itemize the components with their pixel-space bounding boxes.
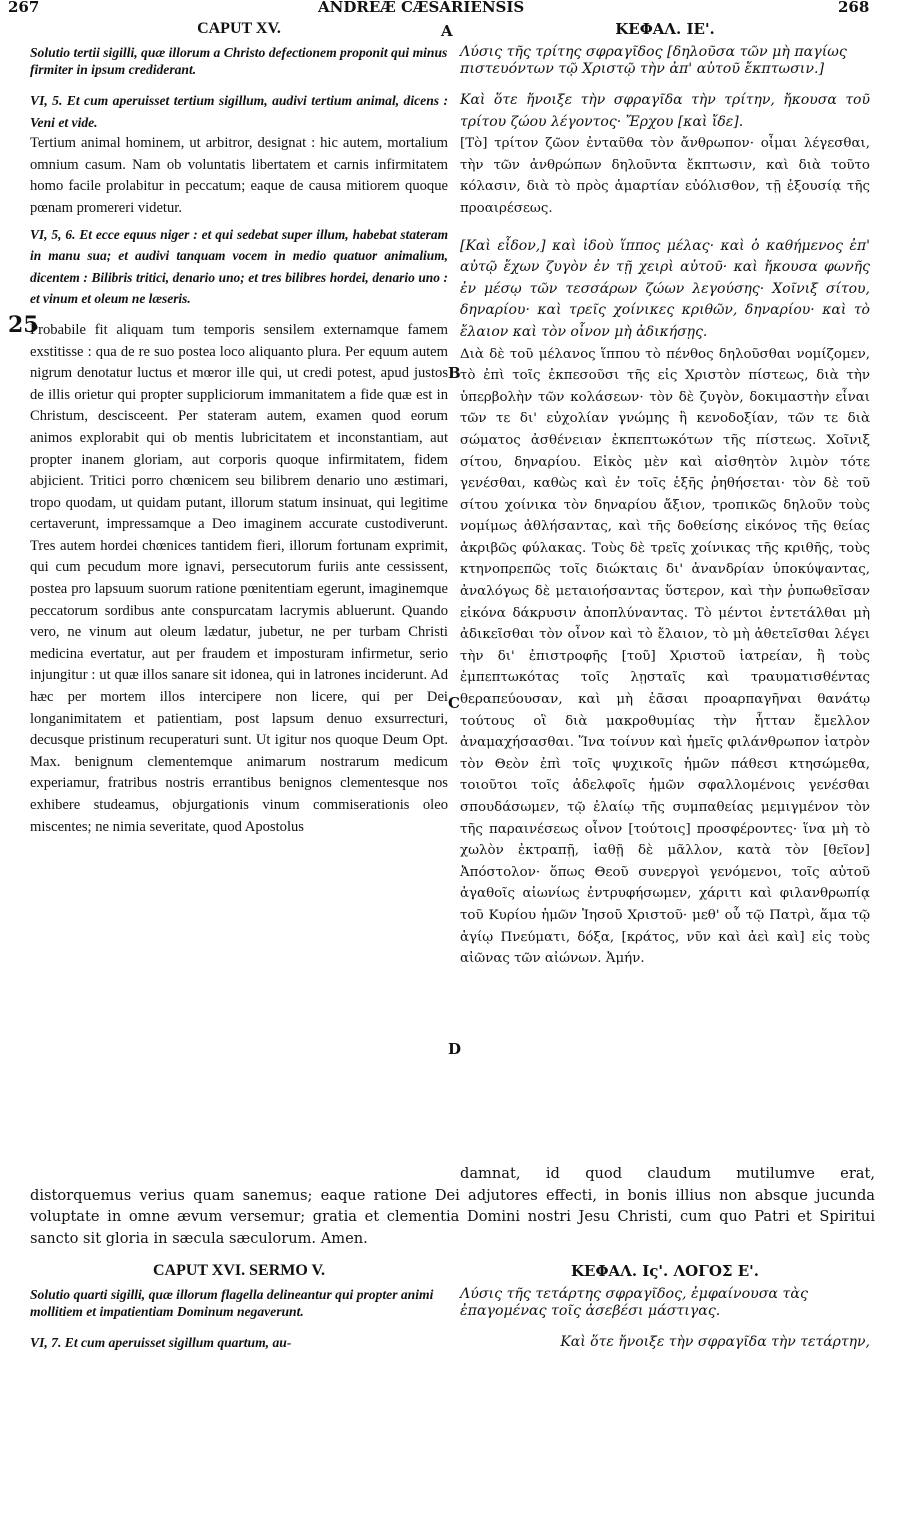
latin-chapter-16-summary: Solutio quarti sigilli, quæ illorum flagella delineantur qui propter animi mollitiem et impatientiam Dominum negaverunt. <box>30 1287 434 1319</box>
greek-verse-6-5: Καὶ ὅτε ἤνοιξε τὴν σφραγῖδα τὴν τρίτην, ἤκουσα τοῦ τρίτου ζώου λέγοντος· Ἔρχου [καὶ ἴδε]. <box>460 92 870 130</box>
latin-chapter-heading: CAPUT XV. <box>197 20 281 37</box>
greek-chapter-16-summary: Λύσις τῆς τετάρτης σφραγῖδος, ἐμφαίνουσα τὰς ἐπαγομένας τοῖς ἀσεβέσι μάστιγας. <box>460 1286 808 1319</box>
greek-chapter-heading: ΚΕΦΑΛ. ΙΕ'. <box>615 20 715 38</box>
greek-commentary-1: [Τὸ] τρίτον ζῶον ἐνταῦθα τὸν ἄνθρωπον· οἶμαι λέγεσθαι, τὴν τῶν ἀνθρώπων δηλοῦντα ἔκπτωσιν, καὶ διὰ τοῦτο κόλασιν, διὰ τὸ πρὸς ἁμαρτίαν εὐόλισθον, τῇ ἐξουσίᾳ τῆς προαιρέσεως. <box>460 136 870 216</box>
latin-verse-6-5: VI, 5. Et cum aperuisset tertium sigillum, audivi tertium animal, dicens : Veni et vide. <box>30 93 448 130</box>
latin-commentary-2: Probabile fit aliquam tum temporis sensilem externamque famem exstitisse : qua de re suo postea loco aliquanto plura. Per equum autem nigrum denotatur luctus et mœror ille qui, ut credi potest, apud justos de illis orietur qui propter suppliciorum immanitatem a fide quæ est in Christum, descisceent. Per stateram autem, examen quod eorum animos explorabit qui ob mentis lubricitatem et inconstantiam, aut propter inanem gloriam, aut corporis quoque infirmitatem, fidem abjicient. Tritici porro chœnicem seu bilibrem denario uno æstimari, tropo quodam, ut quidam putant, illorum statum insinuat, qui legitime certaverunt, impressamque a Deo imaginem accurate custodiverunt. Tres autem hordei chœnices tantidem fieri, illorum fortunam exprimit, qui cum pecudum more ignavi, persecutorum furiis ante cessissent, postea pro lapsuum suorum ratione pœnitentiam egerunt, imaginemque peccatorum sordibus ante conspurcatam lacrymis abluerunt. Quando vero, ne vinum aut oleum lædatur, jubetur, ne per turbam Christi medicina evertatur, aut per fraudem et imposturam infirmetur, serio injungitur : ut quæ illos sanare sit idonea, qui in latrones inciderunt. Ad hæc per mortem illos intercipere non licere, qui per Dei longanimitatem et patientiam, post lapsum denuo exsurrecturi, decusque pristinum recuperaturi sunt. Ut igitur nos quoque Deum Opt. Max. benignum clementemque animarum nostrarum medicum experiamur, fratribus nostris errantibus benignos clementesque nos exhibere studeamus, objurgationis vinum commiserationis oleo miscentes; ne nimia severitate, quod Apostolus <box>30 321 448 835</box>
greek-verse-6-5-6: [Καὶ εἶδον,] καὶ ἰδοὺ ἵππος μέλας· καὶ ὁ καθήμενος ἐπ' αὐτῷ ἔχων ζυγὸν ἐν τῇ χειρὶ αὐτοῦ· καὶ ἤκουσα φωνῆς ἐν μέσῳ τῶν τεσσάρων ζώων λεγούσης· Χοῖνιξ σίτου, δηναρίου· καὶ τρεῖς χοίνικες κριθῶν, δηναρίου· καὶ τὸ ἔλαιον καὶ τὸν οἶνον μὴ ἀδικήσῃς. <box>460 237 870 340</box>
margin-letter-b: B <box>448 364 461 382</box>
margin-letter-c: C <box>448 694 460 712</box>
latin-verse-6-7: VI, 7. Et cum aperuisset sigillum quartum, au- <box>30 1335 292 1350</box>
greek-verse-6-7: Καὶ ὅτε ἤνοιξε τὴν σφραγῖδα τὴν τετάρτην, <box>560 1334 870 1350</box>
header-title: ANDREÆ CÆSARIENSIS <box>318 0 525 16</box>
margin-number-25: 25 <box>8 312 39 338</box>
greek-chapter-16-heading: ΚΕΦΑΛ. Ις'. ΛΟΓΟΣ Ε'. <box>571 1262 759 1280</box>
greek-chapter-16 <box>460 1262 870 1354</box>
latin-chapter-16-heading: CAPUT XVI. SERMO V. <box>152 1262 326 1279</box>
greek-column <box>460 20 870 970</box>
latin-chapter-summary: Solutio tertii sigilli, quæ illorum a Christo defectionem proponit qui minus firmiter in ipsum crediderant. <box>30 45 448 77</box>
right-page-number: 268 <box>838 0 870 16</box>
latin-chapter-16 <box>30 1262 448 1354</box>
latin-tail-fullwidth <box>30 1163 875 1249</box>
latin-column <box>30 20 448 838</box>
margin-letter-a: A <box>441 22 453 40</box>
greek-commentary-2: Διὰ δὲ τοῦ μέλανος ἵππου τὸ πένθος δηλοῦσθαι νομίζομεν, τὸ ἐπὶ τοῖς ἐκπεσοῦσι τῆς εἰς Χριστὸν πίστεως, διὰ τὴν ὑπερβολὴν τῶν κολάσεων· τὸν δὲ ζυγὸν, δοκιμαστὴν εἶναι τῶν τε δι' εὐχολίαν γνώμης ἢ κενοδοξίαν, τῶν τε διὰ σώματος ἀσθένειαν ἐκπεπτωκότων τῆς πίστεως. Χοῖνιξ σίτου, δηναρίου. Εἰκὸς μὲν καὶ αἰσθητὸν λιμὸν τότε γενέσθαι, καθὼς καὶ ἐν τοῖς ἑξῆς ῥηθήσεται· τὸν δὲ τοῦ σίτου χοίνικα τὸν δηναρίου ἄξιον, τροπικῶς δηλοῦν τοὺς νομίμως ἀθλήσαντας, καὶ τῆς δοθείσης εἰκόνος τῆς θείας ἀκριβῶς φύλακας. Τοὺς δὲ τρεῖς χοίνικας τῆς κριθῆς, τοὺς κτηνοπρεπῶς τοῖς διώκταις δι' ἀνανδρίαν ὑποκύψαντας, ἀναλόγως δὲ μεταιοήσαντας ὕστερον, καὶ τὴν ῥυπωθεῖσαν εἰκόνα δάκρυσιν ἀποπλύναντας. Τὸ μέντοι ἐντετάλθαι μὴ ἀδικεῖσθαι τὸν οἶνον καὶ τὸ ἔλαιον, τὸ μὴ ἀθετεῖσθαι λέγει τὴν δι' ἐπιστροφῆς [τοῦ] Χριστοῦ ἰατρείαν, ἢ τοὺς ἐμπεπτωκότας τοῖς λῃσταῖς καὶ τραυματισθέντας θεραπεύουσαν, καὶ μὴ ἐᾶσαι προαρπαγῆναι θανάτῳ τούτους οἳ διὰ μακροθυμίας τὴν ἧτταν ἔμελλον ἀναμαχήσασθαι. Ἵνα τοίνυν καὶ ἡμεῖς φιλάνθρωπον ἰατρὸν τὸν Θεὸν ἐπὶ τοῖς ψυχικοῖς ἡμῶν πάθεσι κτησώμεθα, τοιοῦτοι τοῖς ἀδελφοῖς ἡμῶν σφαλλομένοις γενέσθαι σπουδάσωμεν, τῷ ἐλαίῳ τῆς συμπαθείας μεμιγμένον τὸν τῆς παραινέσεως οἶνον [τούτοις] προσφέροντες· ἵνα μὴ τὸ χωλὸν ἐκτραπῇ, ἰαθῇ δὲ μᾶλλον, κατὰ τὸν [θεῖον] Ἀπόστολον· ὅπως Θεοῦ συνεργοὶ γενόμενοι, τοῖς αὐτοῦ ἀγαθοῖς αἰωνίως ἐντρυφήσωμεν, χάριτι καὶ φιλανθρωπίᾳ τοῦ Κυρίου ἡμῶν Ἰησοῦ Χριστοῦ· μεθ' οὗ τῷ Πατρὶ, ἅμα τῷ ἁγίῳ Πνεύματι, δόξα, [κράτος, νῦν καὶ ἀεὶ καὶ] εἰς τοὺς αἰῶνας τῶν αἰώνων. Ἀμήν. <box>460 346 870 967</box>
running-header <box>0 0 904 18</box>
left-page-number: 267 <box>8 0 40 16</box>
latin-tail-text: damnat, id quod claudum mutilumve erat, distorquemus verius quam sanemus; eaque ratione Dei adjutores effecti, in bonis illius non absque jucunda voluptate in omne ævum versemur; gratia et clementia Domini nostri Jesu Christi, cum quo Patri et Spiritui sancto sit gloria in sæcula sæculorum. Amen. <box>30 1165 875 1247</box>
latin-commentary-1: Tertium animal hominem, ut arbitror, designat : hic autem, mortalium omnium casum. Nam ob voluntatis libertatem et carnis infirmitatem homo facile prolabitur in peccatum; eaque de causa mitiorem quoque pœnam promereri videtur. <box>30 135 448 216</box>
greek-chapter-summary: Λύσις τῆς τρίτης σφραγῖδος [δηλοῦσα τῶν μὴ παγίως πιστευόντων τῷ Χριστῷ τὴν ἀπ' αὐτοῦ ἔκπτωσιν.] <box>460 44 847 77</box>
margin-letter-d: D <box>448 1040 462 1058</box>
latin-verse-6-5-6: VI, 5, 6. Et ecce equus niger : et qui sedebat super illum, habebat stateram in manu sua; et audivi tanquam vocem in medio quatuor animalium, dicentem : Bilibris tritici, denario uno; et tres bilibres hordei, denario uno : et vinum et oleum ne læseris. <box>30 226 448 307</box>
